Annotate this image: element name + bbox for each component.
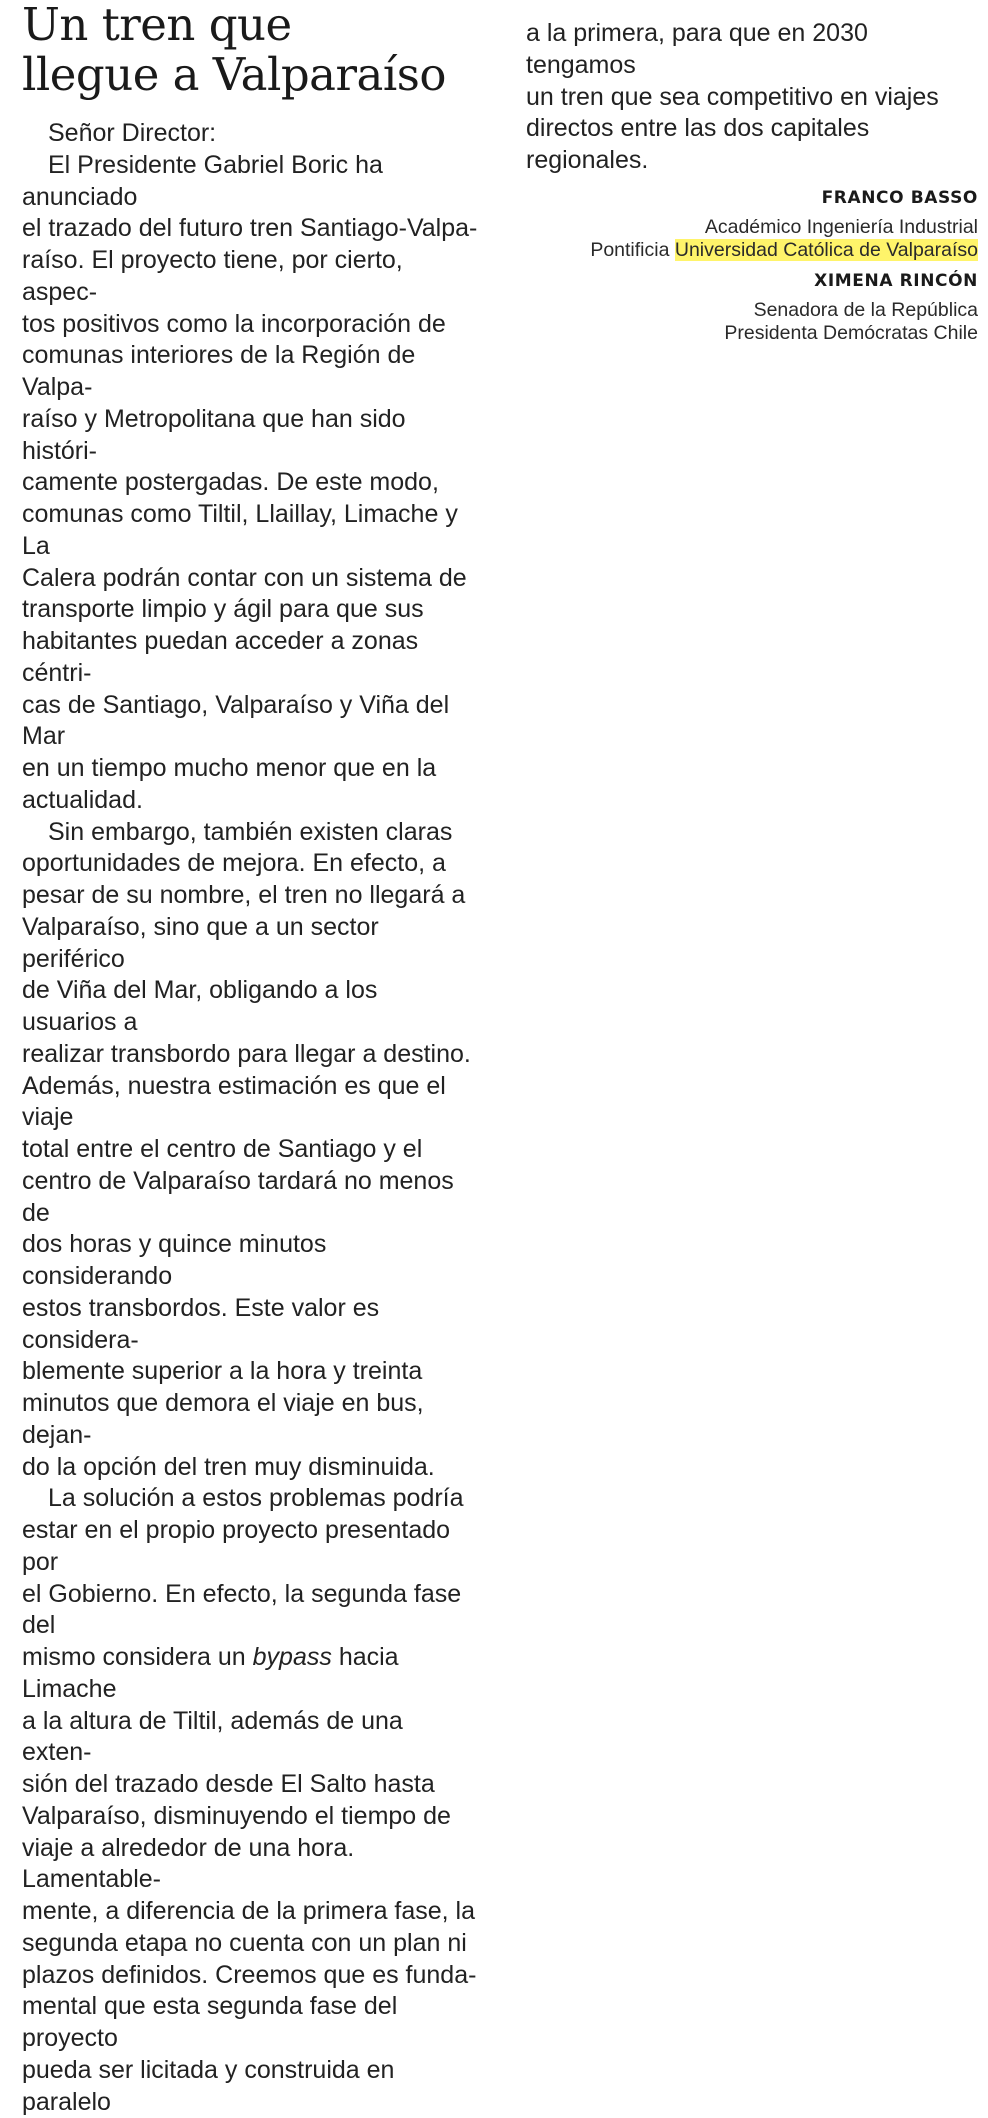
p3-cont-line: directos entre las dos capitales regionales. <box>526 114 870 174</box>
p3-line: mente, a diferencia de la primera fase, la <box>22 1897 476 1925</box>
p3-line: estar en el propio proyecto presentado por <box>22 1516 451 1576</box>
p3-cont-line: un tren que sea competitivo en viajes <box>526 82 939 111</box>
p1-line: en un tiempo mucho menor que en la <box>22 754 437 782</box>
p1-line: cas de Santiago, Valparaíso y Viña del Mar <box>22 690 450 751</box>
p3-line: sión del trazado desde El Salto hasta <box>22 1770 435 1798</box>
p1-line: actualidad. <box>22 785 143 814</box>
p2-line: de Viña del Mar, obligando a los usuarios a <box>22 976 378 1036</box>
p1-line: transporte limpio y ágil para que sus <box>22 595 424 624</box>
p3-line: viaje a alrededor de una hora. Lamentable- <box>22 1833 355 1894</box>
p3-line: el Gobierno. En efecto, la segunda fase del <box>22 1579 462 1640</box>
p3-line: pueda ser licitada y construida en paralelo <box>22 2055 395 2116</box>
p3-cont-line: a la primera, para que en 2030 tengamos <box>526 19 868 79</box>
paragraph-3 <box>22 1483 478 2118</box>
p2-line: dos horas y quince minutos considerando <box>22 1230 327 1290</box>
p1-line: comunas como Tiltil, Llaillay, Limache y La <box>22 500 458 560</box>
letter-body-right-column <box>526 18 978 345</box>
p1-line: comunas interiores de la Región de Valpa- <box>22 341 416 401</box>
p2-line: minutos que demora el viaje en bus, dejan- <box>22 1389 424 1449</box>
signature-title: Académico Ingeniería Industrial <box>704 215 978 238</box>
signature-affiliation <box>526 239 978 262</box>
p2-line: realizar transbordo para llegar a destino. <box>22 1039 471 1068</box>
p2-line: Valparaíso, sino que a un sector periférico <box>22 912 379 973</box>
letter-body-left-column <box>22 118 478 2118</box>
paragraph-3-continued <box>526 18 978 177</box>
p1-line: el trazado del futuro tren Santiago-Valpa- <box>22 214 478 243</box>
p1-line: raíso. El proyecto tiene, por cierto, aspec- <box>22 246 403 306</box>
p1-line: Calera podrán contar con un sistema de <box>22 563 467 592</box>
p3-line: Valparaíso, disminuyendo el tiempo de <box>22 1801 451 1830</box>
headline-line-2: llegue a Valparaíso <box>22 48 446 101</box>
highlighted-university-name: Universidad Católica de Valparaíso <box>674 238 978 261</box>
paragraph-2 <box>22 817 478 1484</box>
affiliation-prefix: Pontificia <box>590 238 675 261</box>
p3-line: plazos definidos. Creemos que es funda- <box>22 1960 477 1989</box>
p1-line: raíso y Metropolitana que han sido históri- <box>22 404 406 465</box>
signature-name: FRANCO BASSO <box>821 187 978 208</box>
p3-line: segunda etapa no cuenta con un plan ni <box>22 1928 467 1957</box>
p1-line: camente postergadas. De este modo, <box>22 468 439 497</box>
salutation-text: Señor Director: <box>48 119 217 147</box>
p3-line: La solución a estos problemas podría <box>48 1484 464 1513</box>
p2-line: Además, nuestra estimación es que el viaje <box>22 1071 446 1132</box>
signature-franco-basso <box>526 187 978 262</box>
p2-line: oportunidades de mejora. En efecto, a <box>22 849 446 878</box>
p3-line: a la altura de Tiltil, además de una exten- <box>22 1706 403 1767</box>
p1-line: habitantes puedan acceder a zonas céntri- <box>22 627 419 687</box>
p2-line: centro de Valparaíso tardará no menos de <box>22 1166 454 1227</box>
bypass-italic: bypass <box>252 1643 332 1671</box>
p2-line: pesar de su nombre, el tren no llegará a <box>22 881 466 909</box>
signature-name: XIMENA RINCÓN <box>814 270 978 291</box>
salutation <box>22 118 478 150</box>
p3-line: mental que esta segunda fase del proyecto <box>22 1992 398 2052</box>
p2-line: total entre el centro de Santiago y el <box>22 1135 423 1163</box>
signature-title: Senadora de la República <box>753 298 978 321</box>
p2-line: estos transbordos. Este valor es considera- <box>22 1293 380 1354</box>
signature-ximena-rincon <box>526 270 978 345</box>
headline-line-1: Un tren que <box>22 0 292 51</box>
p2-line: Sin embargo, también existen claras <box>48 817 453 846</box>
signature-affiliation: Presidenta Demócratas Chile <box>724 321 978 344</box>
p3-line-tail: hacia Limache <box>22 1643 399 1703</box>
p1-line: tos positivos como la incorporación de <box>22 309 446 338</box>
headline <box>22 0 492 100</box>
paragraph-1 <box>22 150 478 817</box>
p2-line: do la opción del tren muy disminuida. <box>22 1452 435 1481</box>
p1-line: El Presidente Gabriel Boric ha anunciado <box>22 150 383 211</box>
p2-line: blemente superior a la hora y treinta <box>22 1357 423 1386</box>
p3-line: mismo considera un <box>22 1643 253 1671</box>
